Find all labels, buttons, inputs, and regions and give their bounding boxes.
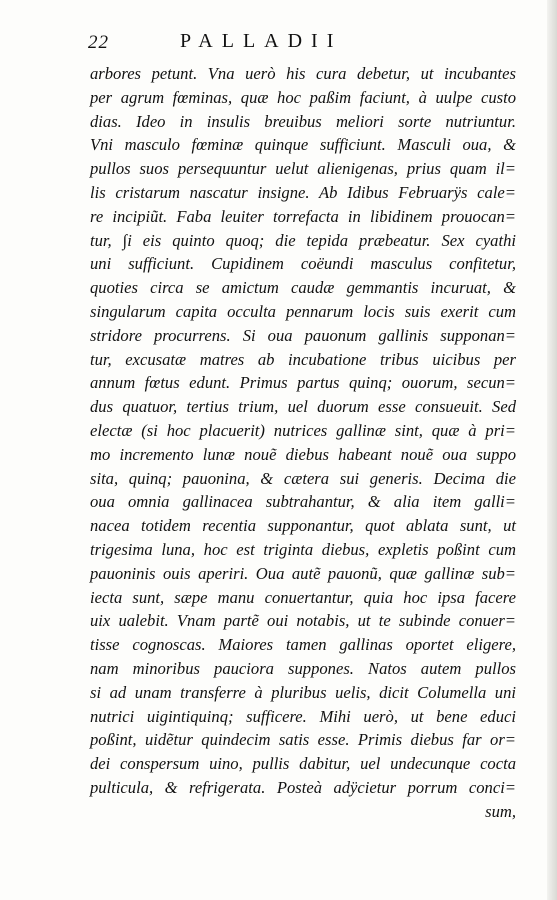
text-line: Vni masculo fœminæ quinque sufficiunt. Masculi oua, & <box>90 135 516 155</box>
running-title: PALLADII <box>180 30 343 52</box>
text-line: tisse cognoscas. Maiores tamen gallinas oportet eligere, <box>90 635 516 655</box>
text-line: dei conspersum uino, pullis dabitur, uel undecunque cocta <box>90 754 516 774</box>
text-line: sita, quinq; pauonina, & cætera sui generis. Decima die <box>90 468 516 488</box>
text-line: arbores petunt. Vna uerò his cura debetur, ut incubantes <box>90 64 516 83</box>
body-text <box>90 62 516 824</box>
text-line: mo incremento lunæ nouẽ diebus habeant nouẽ oua suppo <box>90 444 516 464</box>
text-line: re incipiũt. Faba leuiter torrefacta in libidinem prouocan= <box>90 206 516 226</box>
text-line: dus quatuor, tertius trium, uel duorum esse consueuit. Sed <box>90 397 516 417</box>
text-line: nam minoribus pauciora suppones. Natos autem pullos <box>90 658 516 678</box>
text-line: tur, excusatæ matres ab incubatione tribus uicibus per <box>90 349 516 369</box>
page-edge <box>547 0 557 900</box>
text-line: per agrum fœminas, quæ hoc paßim faciunt, à uulpe custo <box>90 87 516 107</box>
text-line: dias. Ideo in insulis breuibus meliori sorte nutriuntur. <box>90 111 516 131</box>
text-line: uix ualebit. Vnam partẽ oui notabis, ut te subinde conuer= <box>90 611 516 631</box>
text-line-catchword: sum, <box>485 801 516 821</box>
page-header <box>88 28 508 54</box>
text-line: trigesima luna, hoc est triginta diebus, expletis poßint cum <box>90 539 516 559</box>
text-line: nacea totidem recentia supponantur, quot ablata sunt, ut <box>90 516 516 536</box>
text-line: si ad unam transferre à pluribus uelis, dicit Columella uni <box>90 682 516 702</box>
text-line: oua omnia gallinacea subtrahantur, & alia item galli= <box>90 492 516 512</box>
text-line: poßint, uidẽtur quindecim satis esse. Primis diebus far or= <box>90 730 516 750</box>
text-line: stridore procurrens. Si oua pauonum gallinis supponan= <box>90 325 516 345</box>
text-line: nutrici uigintiquinq; sufficere. Mihi uerò, ut bene educi <box>90 706 516 726</box>
text-line: quoties circa se amictum caudæ gemmantis incuruat, & <box>90 278 516 298</box>
text-line: electæ (si hoc placuerit) nutrices gallinæ sint, quæ à pri= <box>90 420 516 440</box>
text-line: tur, ∫i eis quinto quoq; die tepida præbeatur. Sex cyathi <box>90 230 516 250</box>
text-line: iecta sunt, sæpe manu conuertantur, quia hoc ipsa facere <box>90 587 516 607</box>
text-line: lis cristarum nascatur insigne. Ab Idibus Februarÿs cale= <box>90 182 516 202</box>
page-number: 22 <box>88 32 109 53</box>
text-line: uni sufficiunt. Cupidinem coëundi masculus confitetur, <box>90 254 516 274</box>
text-line: pauoninis ouis aperiri. Oua autẽ pauonũ, quæ gallinæ sub= <box>90 563 516 583</box>
text-line: annum fœtus edunt. Primus partus quinq; ouorum, secun= <box>90 373 516 393</box>
text-line: pulticula, & refrigerata. Posteà adÿcietur porrum conci= <box>90 777 516 797</box>
text-line: singularum capita occulta pennarum locis suis exerit cum <box>90 301 516 321</box>
text-line: pullos suos persequuntur uelut alienigenas, prius quam il= <box>90 159 516 179</box>
